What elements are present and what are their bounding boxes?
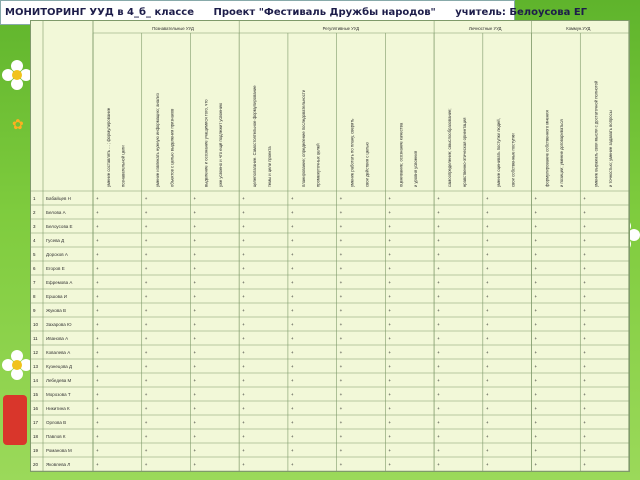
mark-cell: + [242,462,245,468]
mark-cell: + [144,336,148,342]
mark-cell: + [534,336,538,342]
column-header: умение работать по плану, сверять [349,118,355,187]
mark-cell: + [242,294,245,300]
mark-cell: + [339,350,343,356]
student-name: Лебедева М [46,378,72,384]
mark-cell: + [96,280,99,286]
mark-cell: + [96,434,99,440]
student-number: 16 [33,406,39,412]
mark-cell: + [583,448,586,454]
column-header: уже усвоено и что ещё подлежит усвоению [218,102,224,187]
mark-cell: + [437,308,440,314]
group-header: Коммун.УУД [566,26,591,31]
mark-cell: + [144,448,148,454]
mark-cell: + [583,364,586,370]
mark-cell: + [193,224,197,230]
mark-cell: + [96,266,99,272]
mark-cell: + [193,322,197,328]
mark-cell: + [534,252,538,258]
mark-cell: + [388,364,392,370]
mark-cell: + [193,336,197,342]
column-header: нравственно-этическая ориентация [461,117,467,187]
mark-cell: + [193,196,197,202]
mark-cell: + [339,406,343,412]
mark-cell: + [388,448,392,454]
mark-cell: + [144,210,148,216]
mark-cell: + [290,196,294,202]
student-number: 7 [33,280,36,286]
mark-cell: + [583,238,586,244]
mark-cell: + [534,406,538,412]
student-number: 5 [33,252,36,258]
mark-cell: + [534,448,538,454]
mark-cell: + [485,322,489,328]
mark-cell: + [534,350,538,356]
mark-cell: + [193,448,197,454]
column-header: промежуточных целей [315,143,321,187]
mark-cell: + [193,308,197,314]
mark-cell: + [144,462,148,468]
mark-cell: + [437,210,440,216]
mark-cell: + [485,294,489,300]
student-number: 3 [33,224,36,230]
student-name: Белова А [46,210,66,216]
mark-cell: + [583,378,586,384]
student-name: Орлова В [46,420,67,426]
student-number: 13 [33,364,39,370]
mark-cell: + [485,280,489,286]
column-header: темы и цели проекта [266,146,272,187]
student-number: 15 [33,392,39,398]
student-number: 20 [33,462,39,468]
mark-cell: + [583,210,586,216]
mark-cell: + [583,420,586,426]
mark-cell: + [583,294,586,300]
mark-cell: + [193,294,197,300]
mark-cell: + [144,294,148,300]
mark-cell: + [388,378,392,384]
column-header: умение составлять ... ; формулирование [106,107,112,187]
mark-cell: + [242,196,245,202]
mark-cell: + [485,420,489,426]
mark-cell: + [290,448,294,454]
mark-cell: + [534,196,538,202]
butterfly-icon: ✿ [12,117,24,133]
column-header: формулирование собственного мнения [544,110,550,187]
daisy-flower-icon [2,350,32,380]
mark-cell: + [388,266,392,272]
student-name: Дорохов А [46,252,68,258]
mark-cell: + [290,364,294,370]
column-header: самоопределение; смыслообразование; [447,108,453,187]
mark-cell: + [339,336,343,342]
student-name: Кузнецова Д [46,364,73,370]
mark-cell: + [583,308,586,314]
mark-cell: + [485,434,489,440]
mark-cell: + [339,238,343,244]
mark-cell: + [242,322,245,328]
mark-cell: + [485,252,489,258]
mark-cell: + [388,238,392,244]
mark-cell: + [534,462,538,468]
student-name: Белоусова Е [46,224,73,230]
mark-cell: + [339,266,343,272]
mark-cell: + [339,224,343,230]
student-name: Егоров Е [46,266,65,272]
mark-cell: + [242,266,245,272]
mark-cell: + [583,462,586,468]
mark-cell: + [339,392,343,398]
mark-cell: + [290,266,294,272]
student-number: 19 [33,448,39,454]
mark-cell: + [339,420,343,426]
mark-cell: + [242,392,245,398]
mark-cell: + [485,238,489,244]
mark-cell: + [388,280,392,286]
group-header: Познавательные УУД [152,26,194,31]
mark-cell: + [534,266,538,272]
column-header: умение оценивать поступки людей, [495,118,501,187]
mark-cell: + [583,392,586,398]
column-header: и позиции; умение договариваться [559,119,565,187]
mark-cell: + [583,224,586,230]
student-number: 17 [33,420,39,426]
mark-cell: + [485,350,489,356]
mark-cell: + [96,406,99,412]
mark-cell: + [96,196,99,202]
column-header: умение извлекать нужную информацию; анализ [154,93,160,187]
student-name: Морозова Т [46,392,71,398]
column-header: объектов с целью выделения признаков [169,108,175,187]
mark-cell: + [96,392,99,398]
mark-cell: + [242,434,245,440]
mark-cell: + [290,210,294,216]
column-header: и уровня усвоения [413,150,419,187]
column-header: оценивание; осознание качества [398,122,404,187]
mark-cell: + [437,420,440,426]
student-number: 18 [33,434,39,440]
mark-cell: + [485,210,489,216]
column-header: умение выражать свои мысли с достаточной полнотой [593,80,599,187]
mark-cell: + [339,322,343,328]
mark-cell: + [437,336,440,342]
mark-cell: + [242,238,245,244]
mark-cell: + [96,336,99,342]
student-name: Жукова В [46,308,66,314]
column-header: целеполагание. Самостоятельное формулирование [252,85,258,187]
mark-cell: + [96,448,99,454]
mark-cell: + [534,224,538,230]
mark-cell: + [388,322,392,328]
mark-cell: + [290,406,294,412]
mark-cell: + [290,252,294,258]
monitoring-table [31,21,629,471]
group-header: Личностные УУД [468,26,502,31]
mark-cell: + [339,252,343,258]
mark-cell: + [339,294,343,300]
mark-cell: + [534,364,538,370]
student-number: 9 [33,308,36,314]
mark-cell: + [437,462,440,468]
daisy-flower-icon [2,60,32,90]
mark-cell: + [534,420,538,426]
mark-cell: + [144,434,148,440]
student-name: Гусева Д [46,238,65,244]
column-header: свои собственные поступки [510,133,516,187]
mark-cell: + [437,266,440,272]
mark-cell: + [144,378,148,384]
mark-cell: + [534,210,538,216]
mark-cell: + [193,406,197,412]
mark-cell: + [388,406,392,412]
mark-cell: + [144,308,148,314]
mark-cell: + [193,392,197,398]
mark-cell: + [339,308,343,314]
mark-cell: + [242,420,245,426]
mark-cell: + [242,378,245,384]
mark-cell: + [290,462,294,468]
student-number: 12 [33,350,39,356]
mark-cell: + [485,224,489,230]
mark-cell: + [144,350,148,356]
mark-cell: + [290,392,294,398]
mark-cell: + [534,294,538,300]
mark-cell: + [144,392,148,398]
red-bag-decoration [3,395,27,445]
mark-cell: + [388,210,392,216]
mark-cell: + [96,308,99,314]
mark-cell: + [290,336,294,342]
mark-cell: + [144,224,148,230]
mark-cell: + [290,420,294,426]
column-header: и точностью; умение задавать вопросы [607,110,613,187]
mark-cell: + [96,252,99,258]
student-number: 10 [33,322,39,328]
mark-cell: + [193,210,197,216]
mark-cell: + [290,322,294,328]
mark-cell: + [534,322,538,328]
mark-cell: + [144,406,148,412]
mark-cell: + [437,406,440,412]
mark-cell: + [388,434,392,440]
mark-cell: + [96,322,99,328]
mark-cell: + [193,434,197,440]
mark-cell: + [583,434,586,440]
mark-cell: + [437,364,440,370]
student-number: 4 [33,238,36,244]
mark-cell: + [388,392,392,398]
mark-cell: + [290,280,294,286]
student-name: Бабайцев Н [46,196,71,202]
mark-cell: + [388,224,392,230]
mark-cell: + [96,350,99,356]
mark-cell: + [193,280,197,286]
mark-cell: + [144,280,148,286]
mark-cell: + [388,294,392,300]
mark-cell: + [485,392,489,398]
mark-cell: + [242,406,245,412]
mark-cell: + [96,224,99,230]
student-name: Яковлева Л [46,462,71,468]
mark-cell: + [437,196,440,202]
mark-cell: + [96,238,99,244]
mark-cell: + [485,336,489,342]
mark-cell: + [485,406,489,412]
student-number: 8 [33,294,36,300]
mark-cell: + [485,462,489,468]
mark-cell: + [290,238,294,244]
mark-cell: + [193,462,197,468]
student-name: Захарова Ю [46,322,72,328]
mark-cell: + [388,462,392,468]
mark-cell: + [339,196,343,202]
mark-cell: + [388,252,392,258]
mark-cell: + [583,322,586,328]
mark-cell: + [242,308,245,314]
student-name: Ковалева А [46,350,71,356]
column-header: свои действия с целью [364,142,370,187]
mark-cell: + [290,350,294,356]
mark-cell: + [339,378,343,384]
mark-cell: + [144,238,148,244]
mark-cell: + [388,336,392,342]
mark-cell: + [485,378,489,384]
mark-cell: + [437,350,440,356]
mark-cell: + [193,252,197,258]
mark-cell: + [437,448,440,454]
mark-cell: + [583,252,586,258]
student-number: 6 [33,266,36,272]
mark-cell: + [388,196,392,202]
mark-cell: + [437,294,440,300]
mark-cell: + [437,238,440,244]
column-header: планирование; определение последовательности [300,89,306,187]
teacher-name: учитель: Белоусова ЕГ [455,7,588,18]
mark-cell: + [485,196,489,202]
mark-cell: + [339,462,343,468]
mark-cell: + [534,280,538,286]
mark-cell: + [534,308,538,314]
mark-cell: + [242,350,245,356]
mark-cell: + [437,280,440,286]
mark-cell: + [96,294,99,300]
mark-cell: + [534,392,538,398]
mark-cell: + [290,434,294,440]
mark-cell: + [193,238,197,244]
mark-cell: + [485,364,489,370]
mark-cell: + [144,196,148,202]
project-title: Проект "Фестиваль Дружбы народов" [213,7,436,18]
mark-cell: + [437,392,440,398]
mark-cell: + [144,252,148,258]
student-name: Романова М [46,448,72,454]
mark-cell: + [242,280,245,286]
student-name: Павлов К [46,434,66,440]
mark-cell: + [193,266,197,272]
mark-cell: + [242,336,245,342]
mark-cell: + [193,364,197,370]
mark-cell: + [485,308,489,314]
mark-cell: + [583,406,586,412]
mark-cell: + [242,210,245,216]
mark-cell: + [437,224,440,230]
mark-cell: + [437,252,440,258]
mark-cell: + [437,378,440,384]
mark-cell: + [583,266,586,272]
mark-cell: + [485,266,489,272]
mark-cell: + [96,364,99,370]
mark-cell: + [242,364,245,370]
mark-cell: + [144,266,148,272]
mark-cell: + [583,196,586,202]
mark-cell: + [96,462,99,468]
mark-cell: + [388,420,392,426]
student-name: Иванова А [46,336,69,342]
mark-cell: + [388,308,392,314]
mark-cell: + [193,378,197,384]
mark-cell: + [339,434,343,440]
mark-cell: + [339,280,343,286]
mark-cell: + [339,448,343,454]
mark-cell: + [388,350,392,356]
group-header: Регулятивные УУД [322,26,360,31]
column-header: познавательной цели [120,145,126,187]
student-number: 2 [33,210,36,216]
mark-cell: + [290,308,294,314]
mark-cell: + [96,378,99,384]
student-name: Ефремова А [46,280,73,286]
mark-cell: + [242,448,245,454]
mark-cell: + [437,434,440,440]
mark-cell: + [534,378,538,384]
mark-cell: + [339,210,343,216]
student-name: Ершова И [46,294,67,300]
mark-cell: + [242,224,245,230]
monitoring-sheet [30,20,630,472]
column-header: выделение и осознание учащимися того, что [203,99,209,187]
mark-cell: + [485,448,489,454]
mark-cell: + [437,322,440,328]
mark-cell: + [96,210,99,216]
mark-cell: + [193,420,197,426]
mark-cell: + [290,378,294,384]
mark-cell: + [534,238,538,244]
mark-cell: + [339,364,343,370]
mark-cell: + [144,420,148,426]
mark-cell: + [242,252,245,258]
monitoring-title: МОНИТОРИНГ УУД в 4_б_ классе [5,7,194,18]
student-name: Никитина К [46,406,70,412]
mark-cell: + [583,280,586,286]
mark-cell: + [534,434,538,440]
student-number: 11 [33,336,38,342]
mark-cell: + [144,364,148,370]
mark-cell: + [583,336,586,342]
student-number: 14 [33,378,39,384]
mark-cell: + [193,350,197,356]
mark-cell: + [290,294,294,300]
mark-cell: + [144,322,148,328]
student-number: 1 [33,196,36,202]
mark-cell: + [96,420,99,426]
mark-cell: + [583,350,586,356]
mark-cell: + [290,224,294,230]
